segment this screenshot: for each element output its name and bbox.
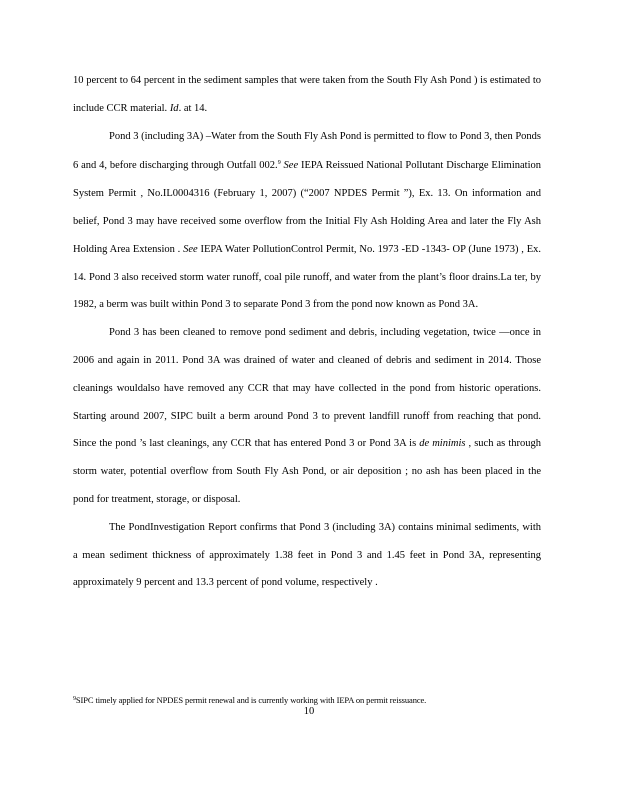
paragraph: [73, 319, 541, 514]
footnote-text: SIPC timely applied for NPDES permit renewal and is currently working with IEPA on permit reissuance.: [75, 695, 427, 705]
italic-text: de minimis: [419, 438, 466, 450]
paragraph: [73, 514, 541, 597]
italic-text: See: [183, 243, 198, 255]
page-number: 10: [303, 706, 315, 717]
paragraph-text: IEPA Water PollutionControl Permit, No. 1973 -ED -1343- OP (June 1973) , Ex. 14. Pond 3 also received storm water runoff, coal pile runoff, and water from the plant’s floor drains.La ter, by 1982, a berm was built within Pond 3 to separate Pond 3 from the pond now known as Pond 3A.: [73, 243, 541, 311]
footnote: [73, 694, 541, 706]
paragraph-text: IEPA Reissued National Pollutant Discharge Elimination System Permit , No.IL0004316 (February 1, 2007) (“2007 NPDES Permit ”), Ex. 13. On information and belief, Pond 3 may have received some overflow from the Initial Fly Ash Holding Area and later the Fly Ash Holding Area Extension .: [73, 160, 541, 255]
paragraph-text: Pond 3 (including 3A) –Water from the South Fly Ash Pond is permitted to flow to Pond 3, then Ponds 6 and 4, before discharging through Outfall 002.: [73, 130, 541, 172]
paragraph-text: Pond 3 has been cleaned to remove pond sediment and debris, including vegetation, twice —once in 2006 and again in 2011. Pond 3A was drained of water and cleaned of debris and sediment in 2014. Those cleanings wouldalso have removed any CCR that may have collected in the pond from historic operations. Starting around 2007, SIPC built a berm around Pond 3 to prevent landfill runoff from reaching that pond. Since the pond ’s last cleanings, any CCR that has entered Pond 3 or Pond 3A is: [73, 327, 541, 450]
body-text: [73, 67, 541, 597]
footnote-marker: 9: [73, 696, 76, 702]
paragraph: [73, 123, 541, 320]
paragraph: [73, 67, 541, 123]
italic-text: Id: [169, 102, 179, 114]
paragraph-text: , such as through storm water, potential overflow from South Fly Ash Pond, or air deposition ; no ash has been placed in the pond for treatment, storage, or disposal.: [73, 438, 541, 505]
paragraph-text: The PondInvestigation Report confirms that Pond 3 (including 3A) contains minimal sediments, with a mean sediment thickness of approximately 1.38 feet in Pond 3 and 1.45 feet in Pond 3A, representing approximately 9 percent and 13.3 percent of pond volume, respectively .: [73, 521, 541, 589]
paragraph-text: . at 14.: [178, 102, 208, 114]
footnote-reference: 9: [277, 160, 281, 167]
italic-text: See: [283, 160, 299, 172]
paragraph-text: 10 percent to 64 percent in the sediment samples that were taken from the South Fly Ash Pond ) is estimated to include CCR material.: [73, 75, 541, 114]
